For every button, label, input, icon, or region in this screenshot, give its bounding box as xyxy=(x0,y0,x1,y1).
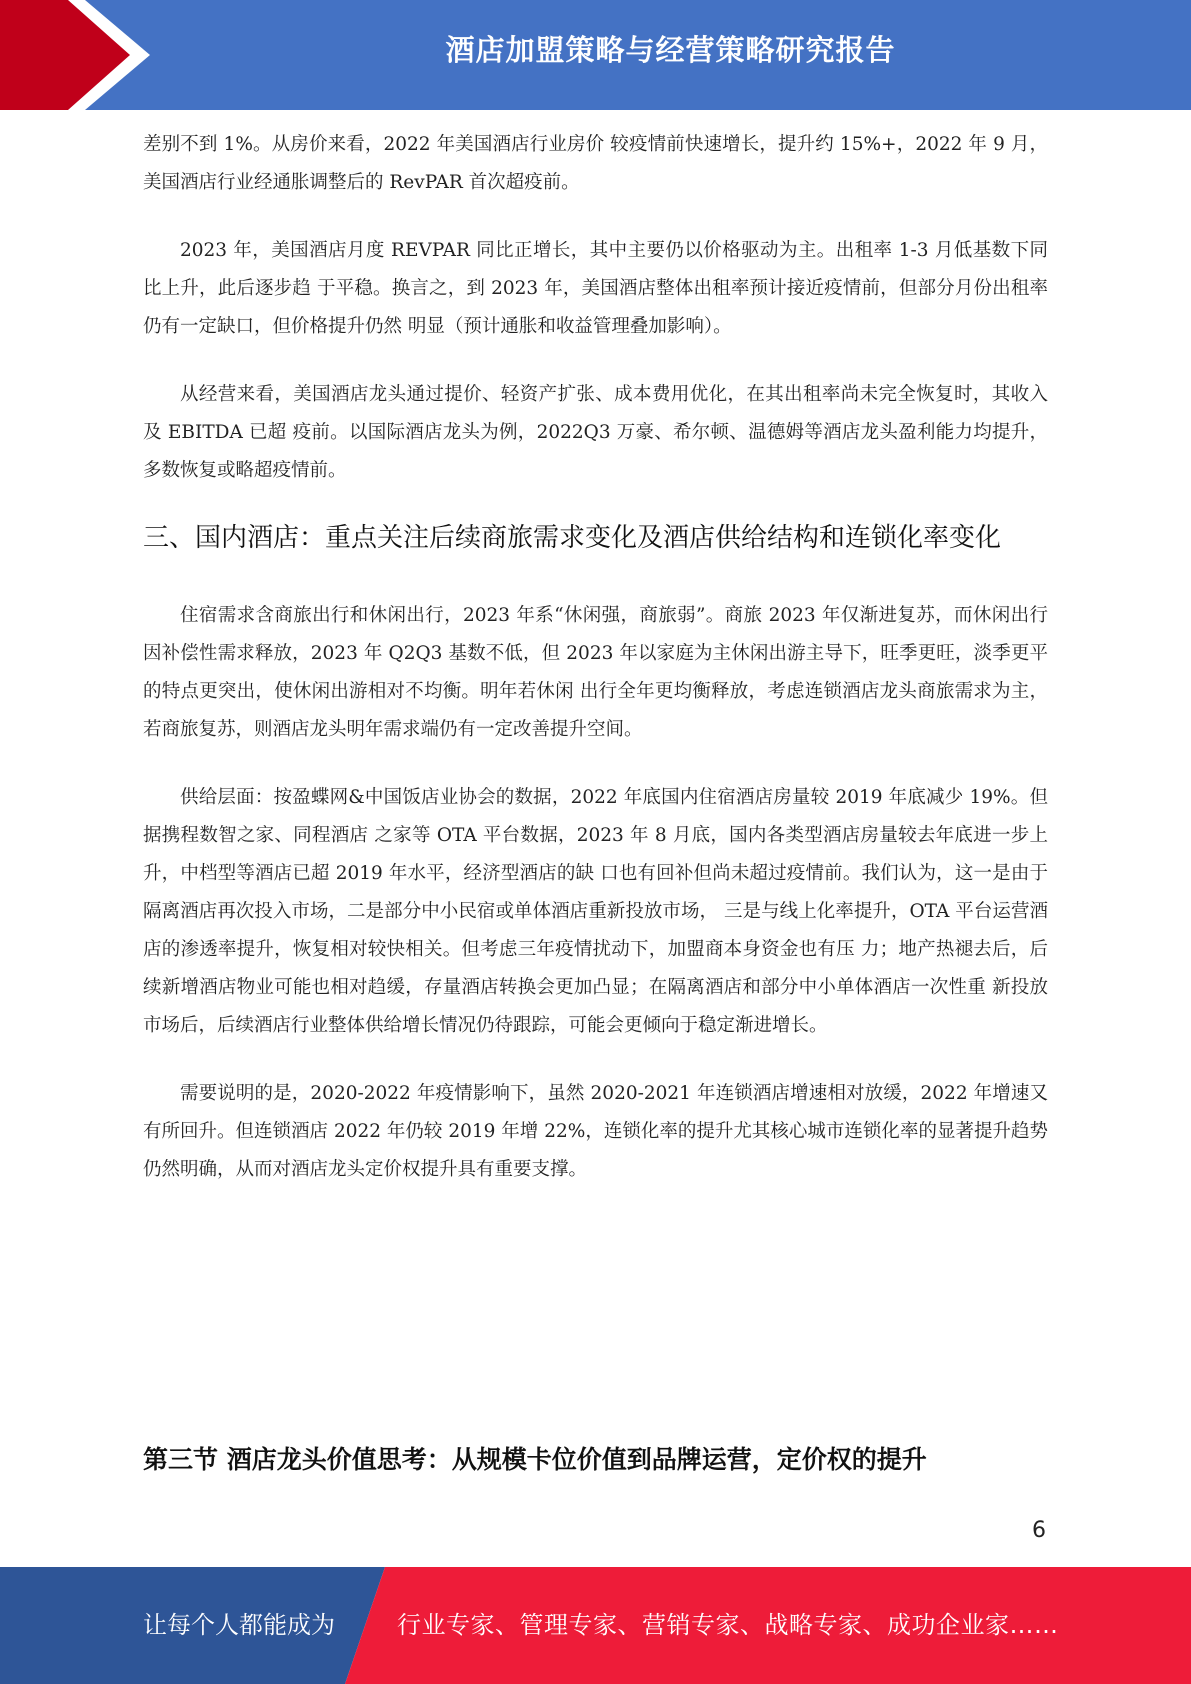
footer-slogan-left: 让每个人都能成为 xyxy=(143,1611,335,1639)
page-footer xyxy=(0,1567,1191,1684)
main-content xyxy=(143,126,1048,1189)
paragraph-continuation: 差别不到 1%。从房价来看，2022 年美国酒店行业房价 较疫情前快速增长，提升约 15%+，2022 年 9 月，美国酒店行业经通胀调整后的 RevPAR 首次超疫前。 xyxy=(143,134,1048,193)
section-heading: 三、国内酒店：重点关注后续商旅需求变化及酒店供给结构和连锁化率变化 xyxy=(143,523,1002,553)
paragraph-us-2023: 2023 年，美国酒店月度 REVPAR 同比正增长，其中主要仍以价格驱动为主。出租率 1-3 月低基数下同比上升，此后逐步趋 于平稳。换言之，到 2023 年，美国酒店整体出租率预计接近疫情前，但部分月份出租率仍有一定缺口，但价格提升仍然 明显（预计通胀和收益管理叠加影响）。 xyxy=(143,240,1048,337)
paragraph-us-operations: 从经营来看，美国酒店龙头通过提价、轻资产扩张、成本费用优化，在其出租率尚未完全恢复时，其收入及 EBITDA 已超 疫前。以国际酒店龙头为例，2022Q3 万豪、希尔顿、温德姆等酒店龙头盈利能力均提升，多数恢复或略超疫情前。 xyxy=(143,384,1048,481)
report-title: 酒店加盟策略与经营策略研究报告 xyxy=(445,33,896,67)
paragraph-demand: 住宿需求含商旅出行和休闲出行，2023 年系“休闲强，商旅弱”。商旅 2023 年仅渐进复苏，而休闲出行因补偿性需求释放，2023 年 Q2Q3 基数不低，但 2023 年以家庭为主休闲出游主导下，旺季更旺，淡季更平的特点更突出，使休闲出游相对不均衡。明年若休闲 出行全年更均衡释放，考虑连锁酒店龙头商旅需求为主，若商旅复苏，则酒店龙头明年需求端仍有一定改善提升空间。 xyxy=(143,605,1048,740)
page-header xyxy=(0,0,1191,110)
footer-slogan-right: 行业专家、管理专家、营销专家、战略专家、成功企业家…… xyxy=(397,1611,1059,1639)
red-arrow-decoration xyxy=(0,0,150,110)
chapter-heading: 第三节 酒店龙头价值思考：从规模卡位价值到品牌运营，定价权的提升 xyxy=(143,1445,927,1474)
paragraph-chain-rate: 需要说明的是，2020-2022 年疫情影响下，虽然 2020-2021 年连锁酒店增速相对放缓，2022 年增速又有所回升。但连锁酒店 2022 年仍较 2019 年增 22%，连锁化率的提升尤其核心城市连锁化率的显著提升趋势仍然明确，从而对酒店龙头定价权提升具有重要支撑。 xyxy=(143,1083,1048,1180)
paragraph-supply: 供给层面：按盈蝶网&中国饭店业协会的数据，2022 年底国内住宿酒店房量较 2019 年底减少 19%。但据携程数智之家、同程酒店 之家等 OTA 平台数据，2023 年 8 月底，国内各类型酒店房量较去年底进一步上升，中档型等酒店已超 2019 年水平，经济型酒店的缺 口也有回补但尚未超过疫情前。我们认为，这一是由于隔离酒店再次投入市场，二是部分中小民宿或单体酒店重新投放市场， 三是与线上化率提升，OTA 平台运营酒店的渗透率提升，恢复相对较快相关。但考虑三年疫情扰动下，加盟商本身资金也有压 力；地产热褪去后，后续新增酒店物业可能也相对趋缓，存量酒店转换会更加凸显；在隔离酒店和部分中小单体酒店一次性重 新投放市场后，后续酒店行业整体供给增长情况仍待跟踪，可能会更倾向于稳定渐进增长。 xyxy=(143,787,1048,1036)
page-number: 6 xyxy=(1032,1518,1046,1543)
